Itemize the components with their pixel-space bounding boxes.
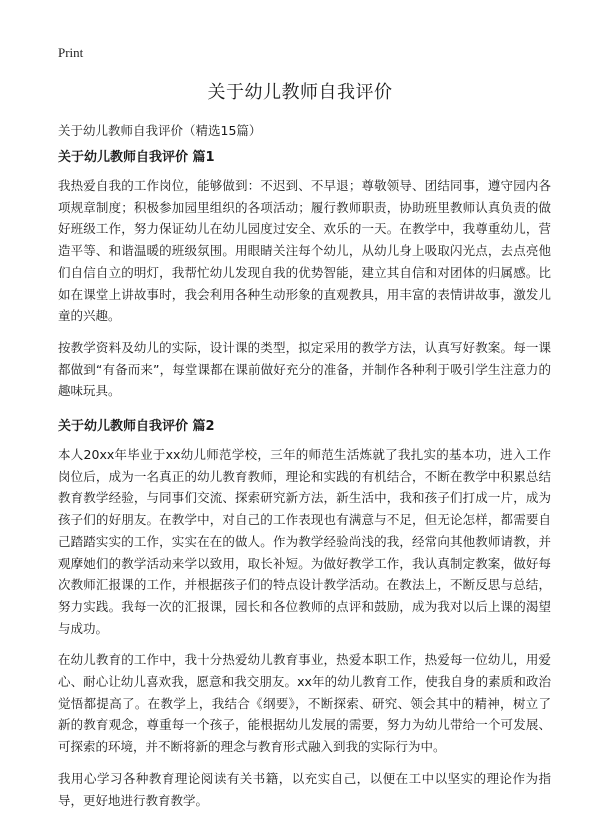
paragraph: 按教学资料及幼儿的实际，设计课的类型，拟定采用的教学方法，认真写好教案。每一课都做到“有备而来”，每堂课都在课前做好充分的准备，并制作各种利于吸引学生注意力的趣味玩具。 [58,339,551,399]
paragraph: 在幼儿教育的工作中，我十分热爱幼儿教育事业，热爱本职工作，热爱每一位幼儿，用爱心、耐心让幼儿喜欢我，愿意和我交朋友。xx年的幼儿教育工作，使我自身的素质和政治觉悟都提高了。在教学上，我结合《纲要》，不断探索、研究、领会其中的精神，树立了新的教育观念，尊重每一个孩子，能根据幼儿发展的需要，努力为幼儿带给一个可发展、可探索的环境，并不断将新的理念与教育形式融入到我的实际行为中。 [58,652,551,755]
section-1 [58,147,551,402]
paragraph: 本人20xx年毕业于xx幼儿师范学校，三年的师范生活炼就了我扎实的基本功，进入工作岗位后，成为一名真正的幼儿教育教师，理论和实践的有机结合，不断在教学中积累总结教育教学经验，与同事们交流、探索研究新方法，新生活中，我和孩子们打成一片，成为孩子们的好朋友。在教学中，对自己的工作表现也有满意与不足，但无论怎样，都需要自己踏踏实实的工作，实实在在的做人。作为教学经验尚浅的我，经常向其他教师请教，并观摩她们的教学活动来学以致用，取长补短。为做好教学工作，我认真制定教案，做好每次教师汇报课的工作，并根据孩子们的特点设计教学活动。在教法上，不断反思与总结，努力实践。我每一次的汇报课，园长和各位教师的点评和鼓励，成为我对以后上课的渴望与成功。 [58,447,551,636]
document-title: 关于幼儿教师自我评价 [207,82,393,103]
section-heading: 关于幼儿教师自我评价 篇2 [58,419,215,435]
section-heading: 关于幼儿教师自我评价 篇1 [58,150,215,165]
print-link[interactable]: Print [58,45,84,60]
paragraph: 我用心学习各种教育理论阅读有关书籍，以充实自己，以便在工中以坚实的理论作为指导，更好地进行教育教学。 [58,770,551,808]
document-body [58,147,551,821]
section-2 [58,416,551,811]
document-subtitle: 关于幼儿教师自我评价（精选15篇） [58,123,262,138]
paragraph: 我热爱自我的工作岗位，能够做到：不迟到、不早退；尊敬领导、团结同事，遵守园内各项规章制度；积极参加园里组织的各项活动；履行教师职责，协助班里教师认真负责的做好班级工作，努力保证幼儿在幼儿园度过安全、欢乐的一天。在教学中，我尊重幼儿，营造平等、和谐温暖的班级氛围。用眼睛关注每个幼儿，从幼儿身上吸取闪光点，去点亮他们自信自立的明灯，我帮忙幼儿发现自我的优势智能，建立其自信和对团体的归属感。比如在课堂上讲故事时，我会利用各种生动形象的直观教具，用丰富的表情讲故事，激发儿童的兴趣。 [58,178,551,324]
